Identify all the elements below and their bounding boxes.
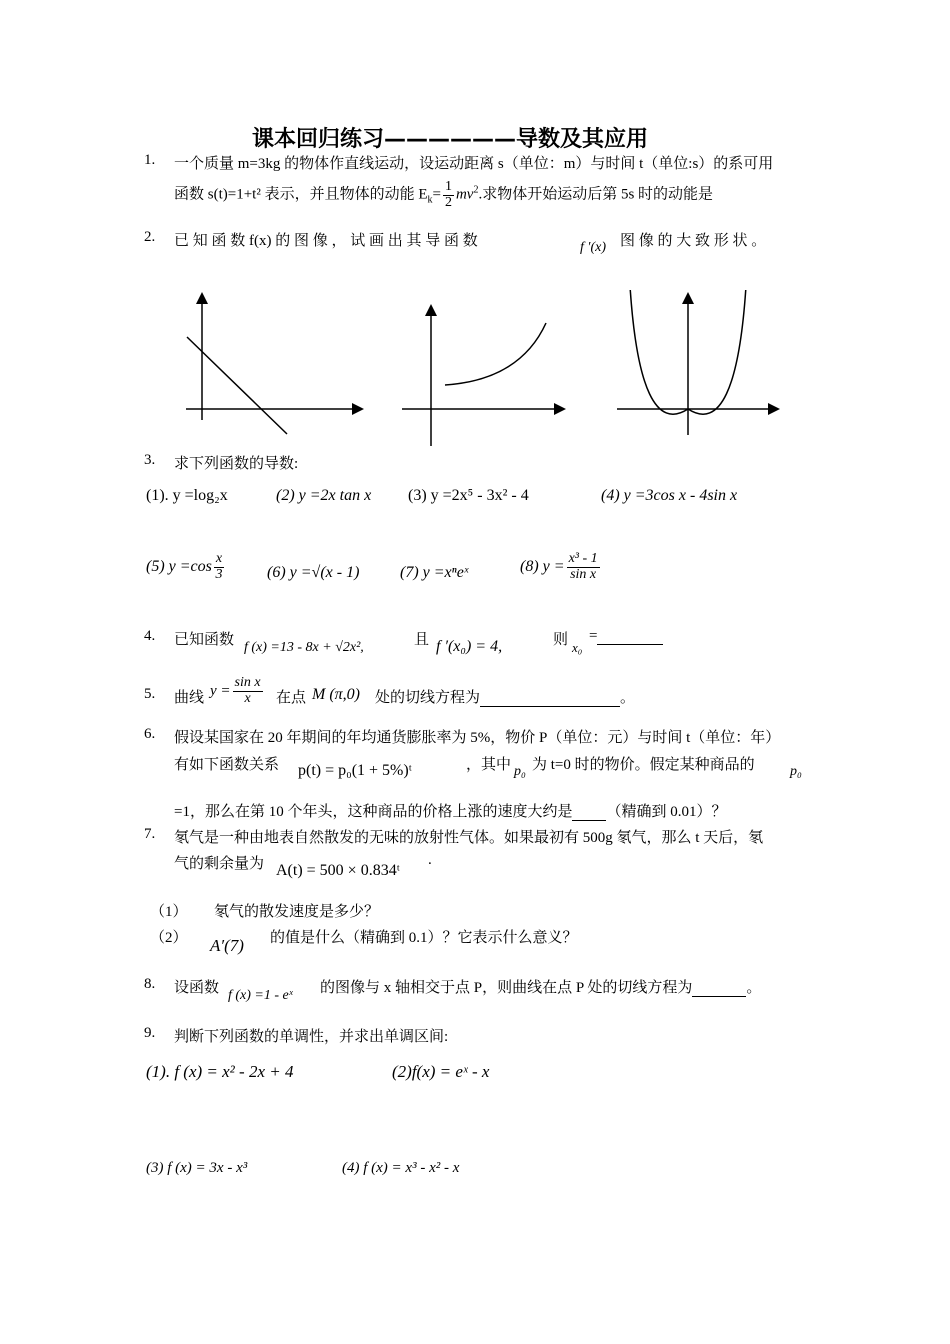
deriv-8-lhs: (8) y = — [520, 558, 565, 576]
problem-7-q2: 的值是什么（精确到 0.1）？它表示什么意义？ — [270, 930, 578, 946]
period: 。 — [620, 690, 636, 706]
page-title: 课本回归练习——————导数及其应用 — [252, 127, 649, 152]
problem-6-p0b: p₀ — [790, 764, 802, 779]
problem-7-line1: 氡气是一种由地表自然散发的无味的放射性气体。如果最初有 500g 氡气，那么 t 天后，氡 — [174, 830, 764, 846]
deriv-6: (6) y =√(x - 1) — [267, 564, 360, 581]
problem-7-q2-formula: A′(7) — [210, 936, 244, 955]
problem-5-text3 — [375, 686, 635, 707]
monotonic-2: (2)f(x) = eˣ - x — [392, 1062, 490, 1081]
problem-1-number: 1. — [144, 152, 156, 168]
problem-1-text: 函数 s(t)=1+t² 表示，并且物体的动能 E — [174, 186, 428, 203]
answer-blank[interactable] — [597, 630, 663, 645]
function-graphs — [180, 290, 780, 450]
fprime-formula: f ′(x) — [580, 240, 606, 255]
deriv-3: (3) y =2x⁵ - 3x² - 4 — [408, 487, 529, 504]
problem-5-frac — [233, 676, 263, 706]
equals: = — [432, 186, 441, 203]
problem-6-line2c: 为 t=0 时的物价。假定某种商品的 — [532, 757, 755, 773]
problem-3-text: 求下列函数的导数: — [174, 456, 299, 472]
deriv-1: (1). y =log₂x — [146, 487, 228, 504]
problem-2-number: 2. — [144, 229, 156, 245]
monotonic-4: (4) f (x) = x³ - x² - x — [342, 1160, 460, 1176]
problem-2-tail: 图 像 的 大 致 形 状 。 — [620, 233, 767, 249]
period: 。 — [746, 980, 762, 996]
deriv-8 — [520, 552, 602, 582]
frac-denominator: 3 — [215, 566, 223, 582]
ek-subscript: k — [427, 194, 433, 206]
deriv-4: (4) y =3cos x - 4sin x — [601, 487, 738, 504]
problem-5-tail: 处的切线方程为 — [375, 690, 481, 706]
deriv-7: (7) y =xⁿeˣ — [400, 564, 469, 581]
y-lhs: y = — [210, 682, 231, 699]
problem-7-q1-number: （1） — [150, 904, 188, 920]
problem-7-q2-number: （2） — [150, 930, 188, 946]
mv-term: mv — [455, 186, 474, 203]
fraction-half — [443, 180, 454, 210]
problem-2-text: 已 知 函 数 f(x) 的 图 像 ， 试 画 出 其 导 函 数 — [174, 233, 478, 249]
deriv-8-frac — [567, 552, 600, 582]
problem-4-number: 4. — [144, 628, 156, 644]
problem-4-x0: x₀ — [572, 640, 583, 655]
mv-exponent: 2 — [473, 184, 479, 196]
problem-6-formula: p(t) = p₀(1 + 5%)ᵗ — [298, 762, 412, 779]
frac-denominator: x — [244, 690, 251, 706]
problem-9-text: 判断下列函数的单调性，并求出单调区间: — [174, 1029, 449, 1045]
problem-7-line2a: 气的剩余量为 — [174, 856, 265, 872]
problem-8-function: f (x) =1 - eˣ — [228, 988, 293, 1003]
problem-6-line2a: 有如下函数关系 — [174, 757, 280, 773]
problem-8-number: 8. — [144, 976, 156, 992]
frac-denominator: 2 — [444, 194, 452, 210]
answer-blank[interactable] — [480, 692, 620, 707]
problem-9-number: 9. — [144, 1025, 156, 1041]
graph-linear — [186, 298, 358, 434]
problem-5-text2: 在点 — [276, 690, 307, 706]
answer-blank[interactable] — [572, 806, 606, 821]
problem-6-line1: 假设某国家在 20 年期间的年均通货膨胀率为 5%，物价 P（单位：元）与时间 t（单位：年） — [174, 730, 781, 746]
problem-6-p0: p₀ — [514, 764, 526, 779]
problem-7-formula: A(t) = 500 × 0.834ᵗ — [276, 862, 400, 879]
problem-6-line3 — [174, 800, 726, 821]
problem-4-function: f (x) =13 - 8x + √2x², — [244, 640, 364, 655]
problem-7-q1: 氡气的散发速度是多少？ — [214, 904, 380, 920]
problem-4-condition: f ′(x₀) = 4, — [436, 638, 503, 655]
problem-8-text1: 设函数 — [174, 980, 220, 996]
problem-1-line1: 一个质量 m=3kg 的物体作直线运动，设运动距离 s（单位：m）与时间 t（单位:s）的系可用 — [174, 156, 774, 172]
problem-5-function — [210, 676, 265, 706]
deriv-5-frac — [214, 552, 224, 582]
problem-6-number: 6. — [144, 726, 156, 742]
problem-1-tail: .求物体开始运动后第 5s 时的动能是 — [478, 186, 714, 203]
frac-denominator: sin x — [570, 566, 597, 582]
problem-1-line2 — [174, 180, 713, 210]
problem-7-dot: . — [428, 852, 432, 868]
problem-4-text: 已知函数 — [174, 632, 235, 648]
problem-8-text2 — [320, 976, 761, 997]
problem-8-tail: 的图像与 x 轴相交于点 P，则曲线在点 P 处的切线方程为 — [320, 980, 693, 996]
frac-numerator: sin x — [234, 675, 261, 690]
problem-4-ze: 则 — [553, 632, 569, 648]
frac-numerator: 1 — [444, 179, 452, 194]
deriv-5-lhs: (5) y =cos — [146, 558, 212, 576]
problem-7-number: 7. — [144, 826, 156, 842]
equals: = — [589, 628, 598, 644]
graph-parabola — [617, 290, 774, 435]
deriv-5 — [146, 552, 226, 582]
problem-5-number: 5. — [144, 686, 156, 702]
problem-6-line3-tail: （精确到 0.01）？ — [606, 804, 727, 820]
graph-increasing-curve — [402, 310, 560, 446]
problem-3-number: 3. — [144, 452, 156, 468]
problem-5-point: M (π,0) — [312, 686, 360, 703]
problem-6-line2b: ，其中 — [466, 757, 512, 773]
problem-4-answer — [589, 628, 663, 645]
problem-5-text1: 曲线 — [174, 690, 205, 706]
problem-4-qie: 且 — [414, 632, 430, 648]
monotonic-1: (1). f (x) = x² - 2x + 4 — [146, 1062, 294, 1081]
deriv-2: (2) y =2x tan x — [276, 487, 372, 504]
answer-blank[interactable] — [692, 982, 746, 997]
monotonic-3: (3) f (x) = 3x - x³ — [146, 1160, 248, 1176]
problem-6-line3-text: =1，那么在第 10 个年头，这种商品的价格上涨的速度大约是 — [174, 804, 573, 820]
frac-numerator: x — [215, 551, 223, 566]
frac-numerator: x³ - 1 — [568, 551, 598, 566]
